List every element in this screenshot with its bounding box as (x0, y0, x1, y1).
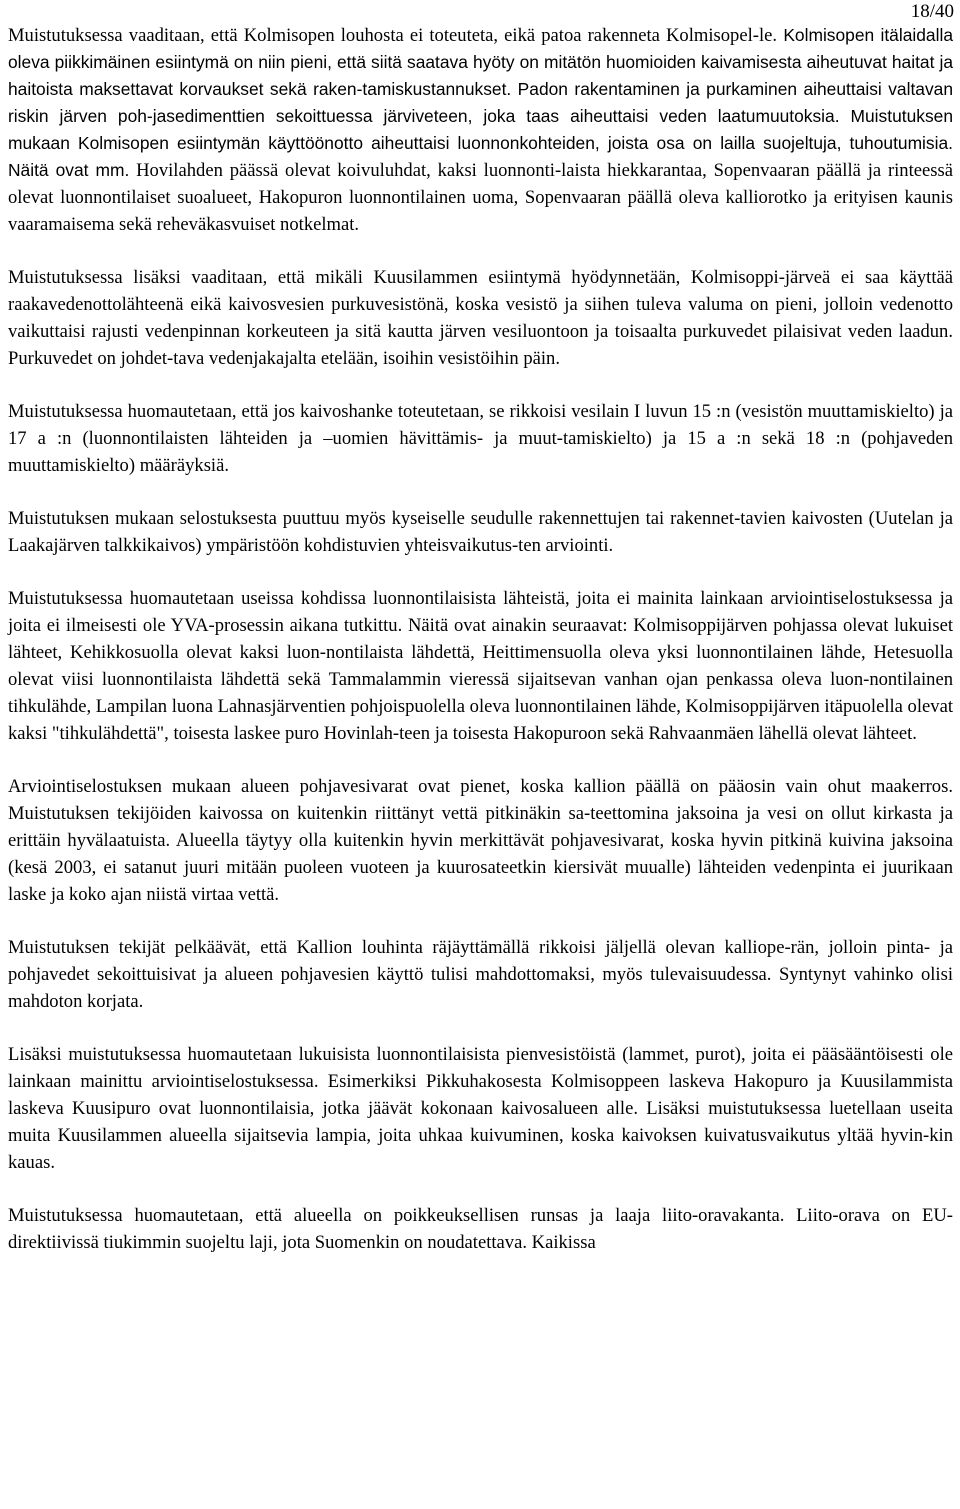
paragraph-3: Muistutuksessa huomautetaan, että jos kaivoshanke toteutetaan, se rikkoisi vesilain I luvun 15 :n (vesistön muuttamiskielto) ja 17 a :n (luonnontilaisten lähteiden ja –uomien hävittämis- ja muut-tamiskielto) ja 15 a :n sekä 18 :n (pohjaveden muuttamiskielto) määräyksiä. (8, 401, 953, 476)
paragraph-1-sans-run: Kolmisopen itälaidalla oleva piikkimäinen esiintymä on niin pieni, että siitä saatava hyöty on mitätön huomioiden kaivamisesta aiheutuvat haitat ja haitoista maksettavat korvaukset sekä raken-tamiskustannukset. Padon rakentaminen ja purkaminen aiheuttaisi valtavan riskin järven poh-jasedimenttien sekoittuessa järviveteen, joka taas aiheuttaisi veden laatumuutoksia. Muistutuksen mukaan Kolmisopen esiintymän käyttöönotto aiheuttaisi luonnonkohteiden, joista osa on lailla suojeltuja, tuhoutumisia. Näitä ovat mm. (8, 25, 953, 180)
paragraph-8: Lisäksi muistutuksessa huomautetaan lukuisista luonnontilaisista pienvesistöistä (lammet, purot), joita ei pääsääntöisesti ole lainkaan mainittu arviointiselostuksessa. Esimerkiksi Pikkuhakosesta Kolmisoppeen laskeva Hakopuro ja Kuusilammista laskeva Kuusipuro ovat luonnontilaisia, jotka jäävät kokonaan kaivosalueen alle. Lisäksi muistutuksessa luetellaan useita muita Kuusilammen alueella sijaitsevia lampia, joita uhkaa kuivuminen, koska kaivoksen kuivatusvaikutus yltää hyvin-kin kauas. (8, 1044, 953, 1173)
paragraph-9: Muistutuksessa huomautetaan, että alueella on poikkeuksellisen runsas ja laaja liito-oravakanta. Liito-orava on EU-direktiivissä tiukimmin suojeltu laji, jota Suomenkin on noudatettava. Kaikissa (8, 1205, 953, 1253)
paragraph-1-lead: Muistutuksessa vaaditaan, että Kolmisopen louhosta ei toteuteta, eikä patoa rakenneta Kolmisopel-le. (8, 25, 778, 46)
paragraph-1-tail: Hovilahden päässä olevat koivuluhdat, kaksi luonnonti-laista hiekkarantaa, Sopenvaaran päällä ja rinteessä olevat luonnontilaiset suoalueet, Hakopuron luonnontilainen uoma, Sopenvaaran päällä oleva kalliorotko ja erityisen kaunis vaaramaisema sekä reheväkasvuiset notkelmat. (8, 160, 953, 235)
page-number: 18/40 (910, 1, 954, 22)
paragraph-4: Muistutuksen mukaan selostuksesta puuttuu myös kyseiselle seudulle rakennettujen tai rakennet-tavien kaivosten (Uutelan ja Laakajärven talkkikaivos) ympäristöön kohdistuvien yhteisvaikutus-ten arviointi. (8, 508, 953, 556)
paragraph-5: Muistutuksessa huomautetaan useissa kohdissa luonnontilaisista lähteistä, joita ei mainita lainkaan arviointiselostuksessa ja joita ei ilmeisesti ole YVA-prosessin aikana tutkittu. Näitä ovat ainakin seuraavat: Kolmisoppijärven pohjassa olevat lukuiset lähteet, Kehikkosuolla olevat kaksi luon-nontilaista lähdettä, Heittimensuolla oleva yksi luonnontilainen lähde, Hetesuolla olevat viisi luonnontilaista lähdettä sekä Tammalammin vieressä sijaitsevan vanhan ojan penkassa oleva luon-nontilainen tihkulähde, Lampilan luona Lahnasjärventien pohjoispuolella oleva luonnontilainen lähde, Kolmisoppijärven itäpuolella olevat kaksi "tihkulähdettä", toisesta laskee puro Hovinlah-teen ja toisesta Hakopuroon sekä Rahvaanmäen lähellä olevat lähteet. (8, 588, 953, 744)
document-body (8, 22, 953, 1256)
paragraph-1 (8, 22, 953, 238)
paragraph-6: Arviointiselostuksen mukaan alueen pohjavesivarat ovat pienet, koska kallion päällä on pääosin vain ohut maakerros. Muistutuksen tekijöiden kaivossa on kuitenkin riittänyt vettä pitkinäkin sa-teettomina jaksoina ja vesi on ollut kirkasta ja erittäin hyvälaatuista. Alueella täytyy olla kuitenkin hyvin merkittävät pohjavesivarat, koska hyvin pitkinä kuivina jaksoina (kesä 2003, ei satanut juuri mitään puoleen vuoteen ja kuurosateetkin kiersivät muualle) lähteiden vedenpinta ei juurikaan laske ja koko ajan niistä virtaa vettä. (8, 776, 953, 905)
paragraph-7: Muistutuksen tekijät pelkäävät, että Kallion louhinta räjäyttämällä rikkoisi jäljellä olevan kalliope-rän, jolloin pinta- ja pohjavedet sekoittuisivat ja alueen pohjavesien käyttö tulisi mahdottomaksi, myös tulevaisuudessa. Syntynyt vahinko olisi mahdoton korjata. (8, 937, 953, 1012)
paragraph-2: Muistutuksessa lisäksi vaaditaan, että mikäli Kuusilammen esiintymä hyödynnetään, Kolmisoppi-järveä ei saa käyttää raakavedenottolähteenä eikä kaivosvesien purkuvesistönä, koska vesistö ja siihen tuleva valuma on pieni, jolloin vedenotto vaikuttaisi rajusti vedenpinnan korkeuteen ja sitä kautta järven vesiluontoon ja toisaalta purkuvedet pilaisivat veden laadun. Purkuvedet on johdet-tava vedenjakajalta etelään, isoihin vesistöihin päin. (8, 267, 953, 369)
